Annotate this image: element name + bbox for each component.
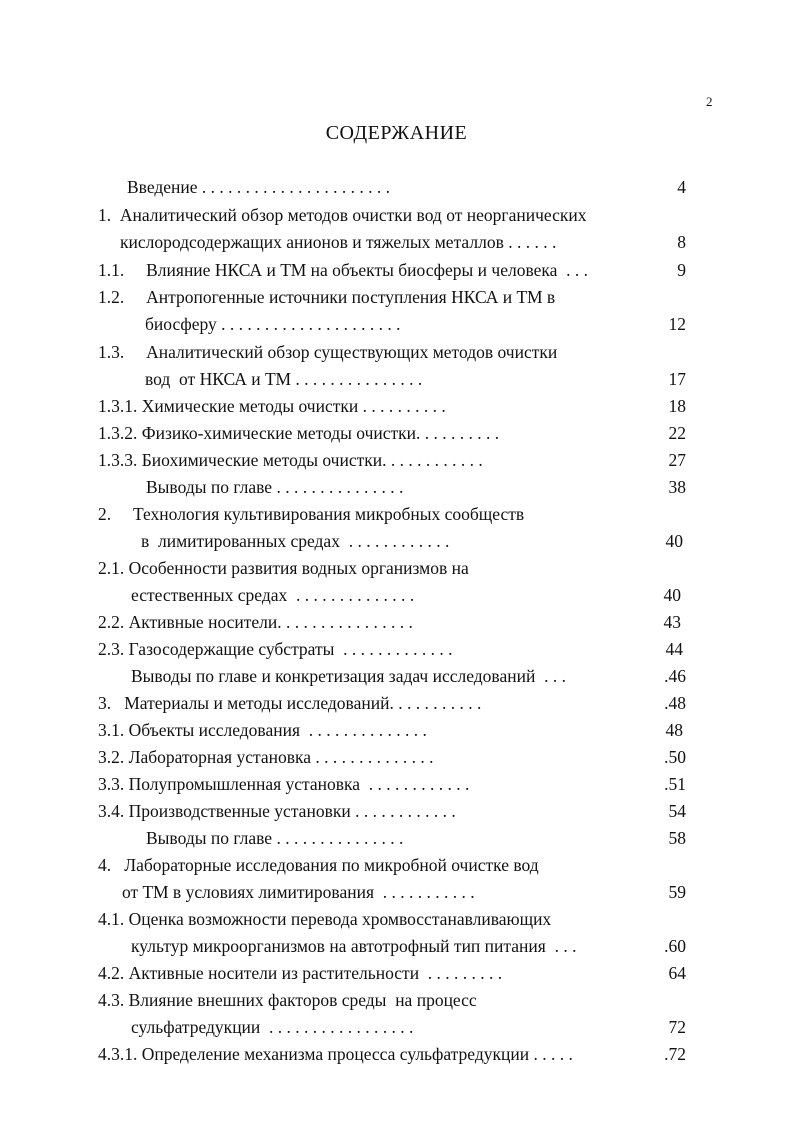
toc-entry-page: 54 [668,801,686,821]
toc-entry-page: 58 [668,828,686,848]
toc-entry-text: 3. Материалы и методы исследований. . . . . . . . . . . [98,693,482,713]
toc-entry-page: .72 [664,1044,686,1064]
toc-entry-text: 2.2. Активные носители. . . . . . . . . . . . . . . . [98,612,413,632]
toc-entry-page: 17 [668,369,686,389]
toc-entry-text: Выводы по главе и конкретизация задач исследований . . . [131,666,566,686]
toc-entry-page: 12 [668,314,686,334]
toc-entry-page: 40 [665,531,683,551]
toc-entry-text: 4.3.1. Определение механизма процесса сульфатредукции . . . . . [98,1044,573,1064]
toc-entry-text: кислородсодержащих анионов и тяжелых металлов . . . . . . [120,232,557,252]
toc-entry-text: 1.3.3. Биохимические методы очистки. . . . . . . . . . . . [98,450,483,470]
toc-entry-text: 1.2. Антропогенные источники поступления НКСА и ТМ в [98,287,556,307]
toc-entry-page: .50 [664,747,686,767]
toc-entry-page: 40 [663,585,681,605]
toc-entry-text: 4.3. Влияние внешних факторов среды на процесс [98,990,477,1010]
toc-entry-text: в лимитированных средах . . . . . . . . . . . . [141,531,450,551]
toc-entry-text: Выводы по главе . . . . . . . . . . . . . . . [146,477,404,497]
toc-entry-text: 3.1. Объекты исследования . . . . . . . . . . . . . . [98,720,427,740]
toc-entry-text: 1.3.1. Химические методы очистки . . . . . . . . . . [98,396,446,416]
toc-entry-text: 4.2. Активные носители из растительности . . . . . . . . . [98,963,503,983]
toc-entry-text: естественных средах . . . . . . . . . . . . . . [131,585,415,605]
toc-entry-text: 4. Лабораторные исследования по микробной очистке вод [98,855,539,875]
toc-entry-text: от ТМ в условиях лимитирования . . . . . . . . . . . [122,882,475,902]
toc-entry-text: 3.3. Полупромышленная установка . . . . . . . . . . . . [98,774,470,794]
toc-entry-page: .51 [664,774,686,794]
toc-entry-page: 48 [665,720,683,740]
toc-entry-page: 59 [668,882,686,902]
toc-entry-page: 8 [677,232,686,252]
toc-entry-text: 1.3. Аналитический обзор существующих методов очистки [98,342,558,362]
toc-entry-page: .60 [664,936,686,956]
toc-entry-text: 1.3.2. Физико-химические методы очистки. . . . . . . . . . [98,423,500,443]
toc-entry-page: 22 [668,423,686,443]
toc-entry-text: культур микроорганизмов на автотрофный тип питания . . . [131,936,577,956]
toc-entry-page: 64 [668,963,686,983]
toc-entry-page: 72 [668,1017,686,1037]
toc-entry-text: Выводы по главе . . . . . . . . . . . . . . . [146,828,404,848]
toc-entry-text: 1.1. Влияние НКСА и ТМ на объекты биосферы и человека . . . [98,260,589,280]
toc-entry-text: 4.1. Оценка возможности перевода хромвосстанавливающих [98,909,552,929]
page-number: 2 [706,94,713,109]
toc-entry-page: 43 [663,612,681,632]
toc-entry-text: вод от НКСА и ТМ . . . . . . . . . . . . . . . [145,369,423,389]
toc-entry-text: Введение . . . . . . . . . . . . . . . . . . . . . . [127,177,391,197]
toc-entry-page: 18 [668,396,686,416]
page-title: СОДЕРЖАНИЕ [325,122,468,144]
toc-entry-text: 2.3. Газосодержащие субстраты . . . . . . . . . . . . . [98,639,453,659]
toc-entry-page: 9 [677,260,686,280]
toc-entry-page: 4 [677,177,686,197]
toc-entry-text: 2. Технология культивирования микробных сообществ [98,504,525,524]
toc-entry-text: 3.2. Лабораторная установка . . . . . . . . . . . . . . [98,747,434,767]
toc-entry-page: 44 [665,639,683,659]
toc-entry-text: сульфатредукции . . . . . . . . . . . . . . . . . [131,1017,414,1037]
toc-entry-page: .48 [664,693,686,713]
toc-entry-page: 27 [668,450,686,470]
toc-entry-page: .46 [664,666,686,686]
toc-entry-page: 38 [668,477,686,497]
toc-entry-text: 1. Аналитический обзор методов очистки вод от неорганических [98,205,587,225]
toc-entry-text: 3.4. Производственные установки . . . . . . . . . . . . [98,801,456,821]
toc-entry-text: биосферу . . . . . . . . . . . . . . . . . . . . . [145,314,401,334]
toc-entry-text: 2.1. Особенности развития водных организмов на [98,558,469,578]
